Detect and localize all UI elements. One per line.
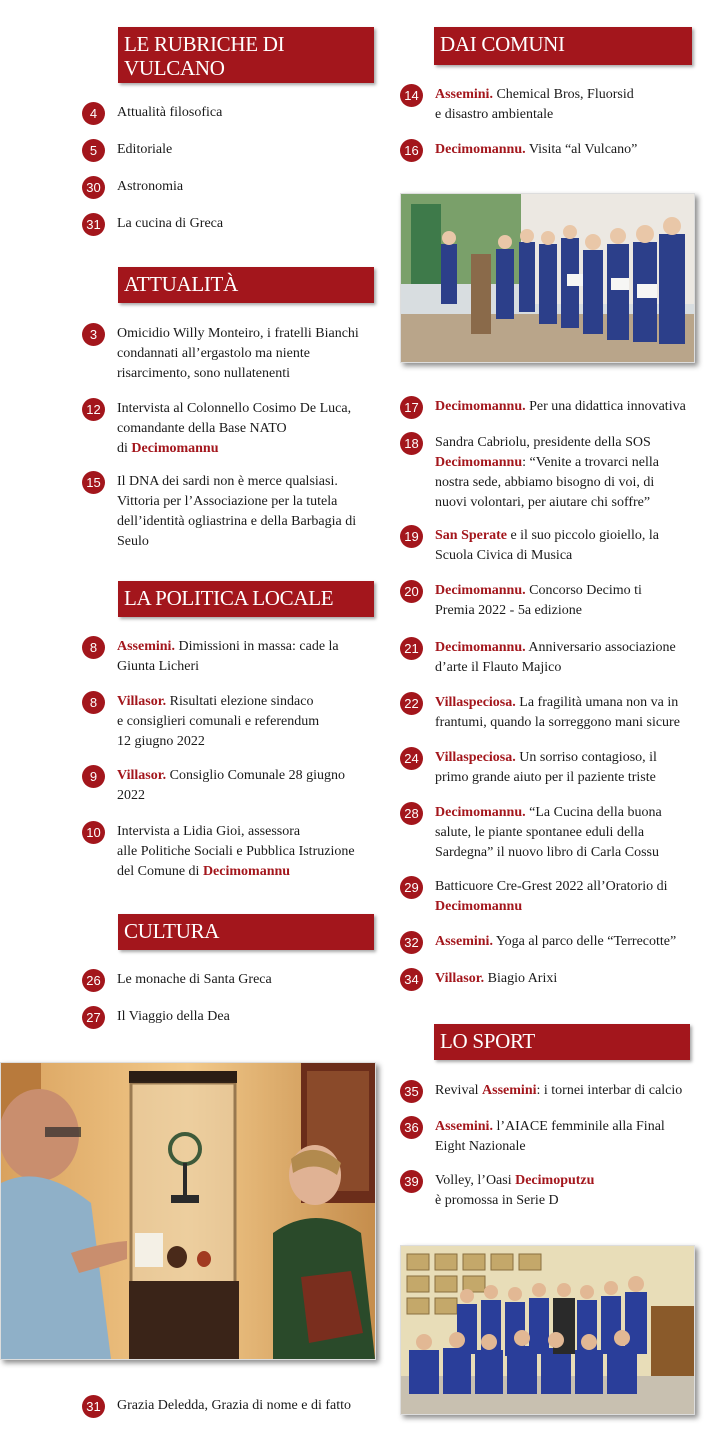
page-number-badge: 10	[82, 821, 105, 844]
page-number-badge: 31	[82, 1395, 105, 1418]
page-number-badge: 5	[82, 139, 105, 162]
entry-title: Assemini. Yoga al parco delle “Terrecotte”	[435, 934, 677, 949]
section-header-sport: LO SPORT	[434, 1024, 690, 1060]
section-header-comuni: DAI COMUNI	[434, 27, 692, 65]
entry-title: Villasor. Consiglio Comunale 28 giugno 2022	[117, 768, 346, 803]
page-number-badge: 20	[400, 580, 423, 603]
section-header-politica: LA POLITICA LOCALE	[118, 581, 374, 617]
entry-title: San Sperate e il suo piccolo gioiello, la Scuola Civica di Musica	[435, 528, 659, 563]
entry-title: La cucina di Greca	[117, 216, 224, 231]
school-photo	[400, 193, 695, 363]
page-number-badge: 16	[400, 139, 423, 162]
entry-title: Il DNA dei sardi non è merce qualsiasi. Vittoria per l’Associazione per la tutela dell’identità ogliastrina e della Barbagia di Seulo	[117, 474, 357, 549]
entry-title: Decimomannu. Anniversario associazione d’arte il Flauto Majico	[435, 640, 676, 675]
page-number-badge: 35	[400, 1080, 423, 1103]
entry-title: Volley, l’Oasi Decimoputzu è promossa in Serie D	[435, 1173, 595, 1208]
museum-photo	[0, 1062, 376, 1360]
page-number-badge: 39	[400, 1170, 423, 1193]
page-number-badge: 28	[400, 802, 423, 825]
entry-title: Villaspeciosa. Un sorriso contagioso, il primo grande aiuto per il paziente triste	[435, 750, 657, 785]
page-number-badge: 3	[82, 323, 105, 346]
entry-title: Assemini. Dimissioni in massa: cade la Giunta Licheri	[117, 639, 339, 674]
entry-title: Omicidio Willy Monteiro, i fratelli Bianchi condannati all’ergastolo ma niente risarcimento, sono nullatenenti	[117, 326, 359, 381]
page-number-badge: 19	[400, 525, 423, 548]
place-name: Assemini.	[435, 87, 493, 102]
page-number-badge: 4	[82, 102, 105, 125]
place-name: San Sperate	[435, 528, 507, 543]
place-name: Assemini.	[117, 639, 175, 654]
page-number-badge: 8	[82, 636, 105, 659]
entry-title: Intervista a Lidia Gioi, assessora alle Politiche Sociali e Pubblica Istruzione del Comune di Decimomannu	[117, 824, 355, 879]
place-name: Villaspeciosa.	[435, 750, 516, 765]
entry-title: Assemini. l’AIACE femminile alla Final Eight Nazionale	[435, 1119, 665, 1154]
page-number-badge: 36	[400, 1116, 423, 1139]
place-name: Decimomannu.	[435, 583, 526, 598]
entry-title: Revival Assemini: i tornei interbar di calcio	[435, 1083, 683, 1098]
place-name: Decimomannu.	[435, 142, 526, 157]
entry-title: Grazia Deledda, Grazia di nome e di fatto	[117, 1398, 352, 1413]
page-number-badge: 18	[400, 432, 423, 455]
page-number-badge: 24	[400, 747, 423, 770]
entry-title: Editoriale	[117, 142, 173, 157]
place-name: Decimoputzu	[515, 1173, 595, 1188]
place-name: Decimomannu	[435, 455, 523, 470]
page-number-badge: 22	[400, 692, 423, 715]
page-number-badge: 17	[400, 396, 423, 419]
place-name: Decimomannu	[202, 864, 291, 879]
entry-title: Villasor. Biagio Arixi	[435, 971, 558, 986]
place-name: Villaspeciosa.	[435, 695, 516, 710]
entry-title: Decimomannu. Visita “al Vulcano”	[435, 142, 638, 157]
entry-title: Decimomannu. “La Cucina della buona salute, le piante spontanee eduli della Sardegna” il nuovo libro di Carla Cossu	[435, 805, 662, 860]
museum-photo-illustration	[1, 1063, 375, 1359]
page-number-badge: 31	[82, 213, 105, 236]
page-number-badge: 26	[82, 969, 105, 992]
page-number-badge: 8	[82, 691, 105, 714]
team-photo-illustration	[401, 1246, 694, 1414]
place-name: Decimomannu.	[435, 805, 526, 820]
place-name: Decimomannu	[131, 441, 219, 456]
entry-title: Intervista al Colonnello Cosimo De Luca, comandante della Base NATO di Decimomannu	[117, 401, 352, 456]
page-number-badge: 27	[82, 1006, 105, 1029]
entry-title: Villasor. Risultati elezione sindaco e consiglieri comunali e referendum 12 giugno 2022	[117, 694, 320, 749]
entry-title: Assemini. Chemical Bros, Fluorsid e disastro ambientale	[435, 87, 634, 122]
entry-title: Batticuore Cre-Grest 2022 all’Oratorio di Decimomannu	[435, 879, 668, 914]
entry-title: Attualità filosofica	[117, 105, 223, 120]
team-photo	[400, 1245, 695, 1415]
place-name: Villasor.	[435, 971, 485, 986]
page-number-badge: 14	[400, 84, 423, 107]
place-name: Assemini	[482, 1083, 537, 1098]
page-number-badge: 30	[82, 176, 105, 199]
entry-title: Decimomannu. Per una didattica innovativa	[435, 399, 686, 414]
entry-title: Le monache di Santa Greca	[117, 972, 272, 987]
section-header-attualita: ATTUALITÀ	[118, 267, 374, 303]
page-number-badge: 34	[400, 968, 423, 991]
entry-title: Sandra Cabriolu, presidente della SOS Decimomannu: “Venite a trovarci nella nostra sede, abbiamo bisogno di voi, di nuovi volontari, per aiutare chi soffre”	[435, 435, 659, 510]
place-name: Decimomannu.	[435, 399, 526, 414]
entry-title: Astronomia	[117, 179, 184, 194]
page-number-badge: 21	[400, 637, 423, 660]
place-name: Villasor.	[117, 768, 167, 783]
place-name: Assemini.	[435, 1119, 493, 1134]
entry-title: Villaspeciosa. La fragilità umana non va in frantumi, quando la sorreggono mani sicure	[435, 695, 680, 730]
section-header-rubriche: LE RUBRICHE DI VULCANO	[118, 27, 374, 83]
page-number-badge: 29	[400, 876, 423, 899]
place-name: Assemini.	[435, 934, 493, 949]
page-number-badge: 32	[400, 931, 423, 954]
entry-title: Decimomannu. Concorso Decimo ti Premia 2022 - 5a edizione	[435, 583, 642, 618]
page-number-badge: 12	[82, 398, 105, 421]
place-name: Decimomannu.	[435, 640, 526, 655]
place-name: Decimomannu	[435, 899, 523, 914]
entry-title: Il Viaggio della Dea	[117, 1009, 230, 1024]
place-name: Villasor.	[117, 694, 167, 709]
page-number-badge: 9	[82, 765, 105, 788]
school-photo-illustration	[401, 194, 694, 362]
page-number-badge: 15	[82, 471, 105, 494]
section-header-cultura: CULTURA	[118, 914, 374, 950]
